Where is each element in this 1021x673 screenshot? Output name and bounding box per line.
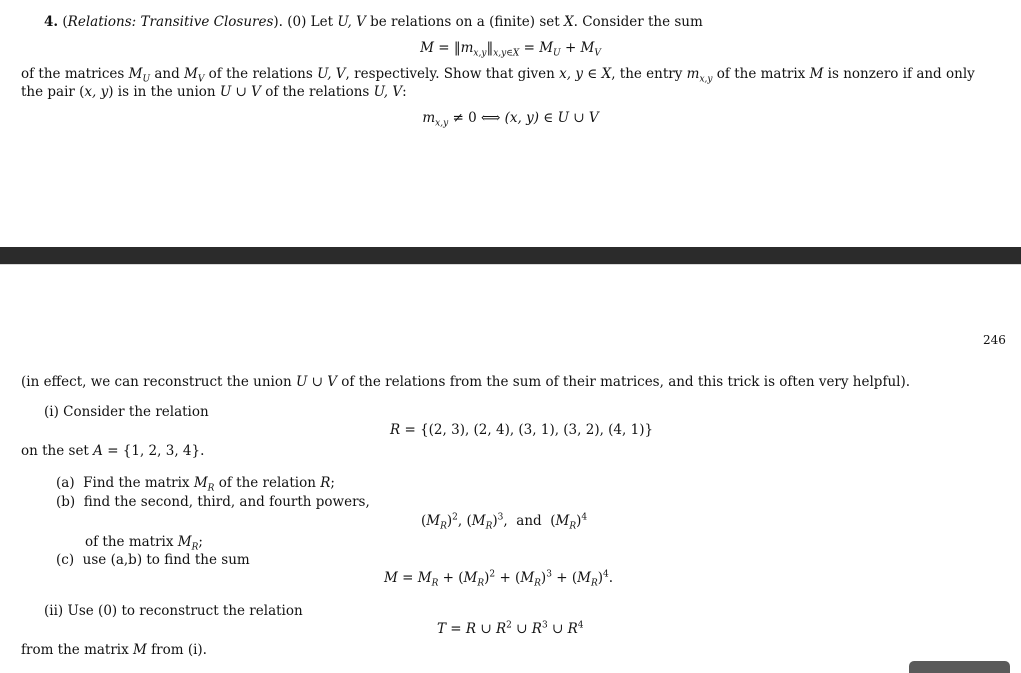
page-number: 246	[983, 333, 1006, 347]
from-matrix-line: from the matrix M from (i).	[21, 642, 207, 658]
paragraph-line-1: of the matrices $M_U$ and $M_V$ of the relations U, V, respectively. Show that given x, y ∈ X, the entry $m_{x,y}$ of the matrix M is nonzero if and only	[21, 66, 975, 85]
item-a: (a) Find the matrix $M_R$ of the relation R;	[56, 475, 335, 494]
paragraph-line-2: the pair (x, y) is in the union U ∪ V of the relations U, V:	[21, 84, 407, 100]
page-separator	[0, 247, 1021, 264]
equation-iff: $m_{x,y} \ne 0$ ⟺ (x, y) ∈ U ∪ V	[422, 110, 599, 129]
equation-powers: $(M_R)^2$, $(M_R)^3$, and $(M_R)^4$	[421, 512, 588, 532]
intro-visual: (0) Let U, V be relations on a (finite) set X. Consider the sum	[287, 14, 703, 30]
effect-line: (in effect, we can reconstruct the union U ∪ V of the relations from the sum of their matrices, and this trick is often very helpful).	[21, 374, 911, 390]
page-separator-line	[0, 264, 1021, 265]
equation-M: $M = M_R + (M_R)^2 + (M_R)^3 + (M_R)^4$.	[384, 569, 614, 589]
equation-sum: $M = ‖m_{x,y}‖_{x,y\in X} = M_U + M_V$	[420, 40, 601, 59]
equation-R: R = {(2, 3), (2, 4), (3, 1), (3, 2), (4, 1)}	[390, 422, 654, 438]
item-b: (b) find the second, third, and fourth powers,	[56, 494, 370, 510]
on-set-line: on the set A = {1, 2, 3, 4}.	[21, 443, 205, 459]
problem-heading	[44, 14, 703, 31]
of-matrix-line: of the matrix $M_R$;	[85, 534, 203, 553]
scroll-indicator[interactable]	[909, 661, 1010, 673]
part-i-label: (i) Consider the relation	[44, 404, 209, 420]
equation-T: T = R ∪ $R^2$ ∪ $R^3$ ∪ $R^4$	[437, 620, 584, 637]
problem-title-visual: (Relations: Transitive Closures).	[62, 14, 283, 30]
problem-number: 4.	[44, 14, 59, 30]
item-c: (c) use (a,b) to find the sum	[56, 552, 250, 568]
part-ii-label: (ii) Use (0) to reconstruct the relation	[44, 603, 303, 619]
